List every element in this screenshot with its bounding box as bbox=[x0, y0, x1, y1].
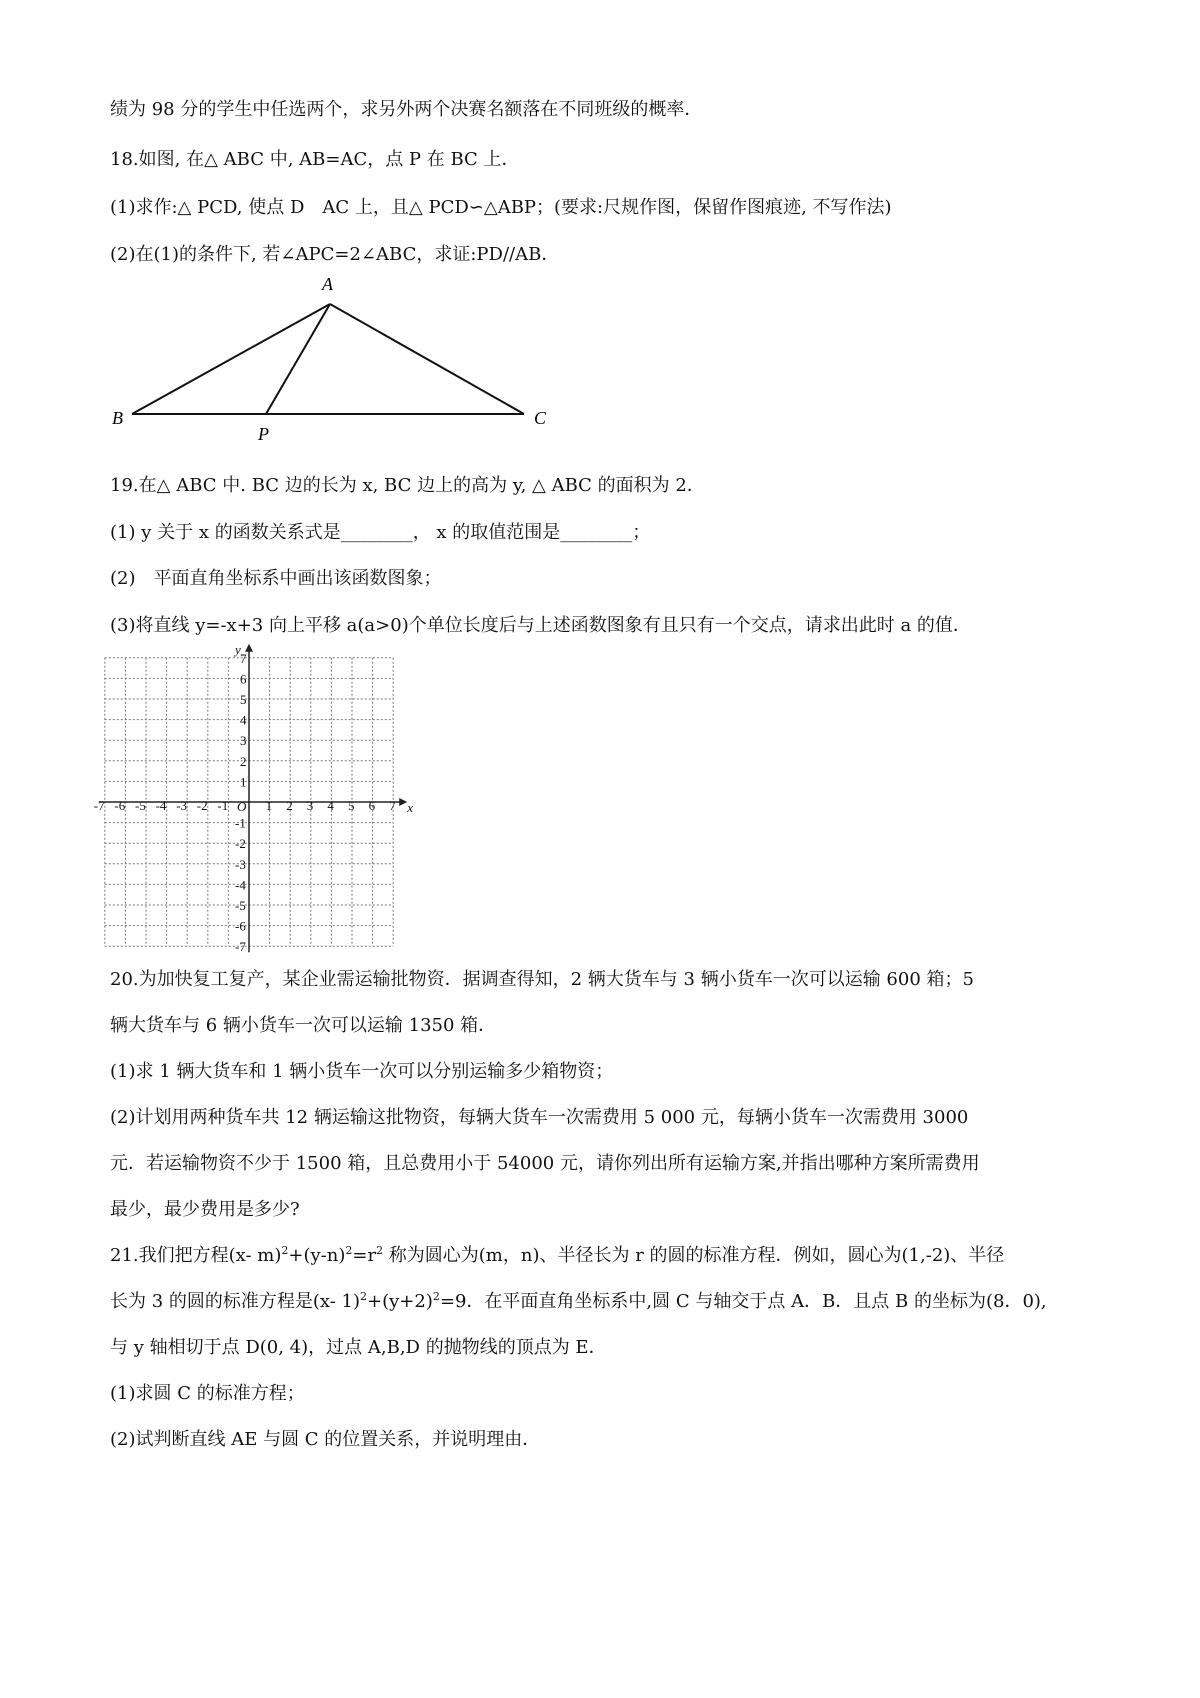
question-19-part-2: (2) 平面直角坐标系中画出该函数图象； bbox=[110, 568, 442, 589]
question-20-part-1: (1)求 1 辆大货车和 1 辆小货车一次可以分别运输多少箱物资； bbox=[110, 1061, 614, 1082]
question-19-part-1: (1) y 关于 x 的函数关系式是________， x 的取值范围是________； bbox=[110, 522, 651, 543]
y-tick-label: 6 bbox=[240, 671, 247, 687]
x-tick-label: 1 bbox=[265, 798, 273, 813]
question-20-stem: 20.为加快复工复产，某企业需运输批物资．据调查得知，2 辆大货车与 3 辆小货车一次可以运输 600 箱；5 bbox=[110, 969, 974, 990]
y-tick-label: 7 bbox=[240, 650, 247, 666]
x-tick-label: -5 bbox=[135, 798, 146, 813]
question-20-part-2-end: 最少，最少费用是多少? bbox=[110, 1199, 300, 1220]
label-c: C bbox=[534, 408, 547, 428]
y-tick-label: -4 bbox=[235, 877, 246, 893]
question-19-stem: 19.在△ ABC 中. BC 边的长为 x, BC 边上的高为 y, △ ABC 的面积为 2． bbox=[110, 475, 705, 496]
x-tick-label: -3 bbox=[176, 798, 188, 813]
y-tick-label: 2 bbox=[240, 753, 247, 769]
text-line-1: 绩为 98 分的学生中任选两个，求另外两个决赛名额落在不同班级的概率． bbox=[110, 99, 703, 120]
x-tick-label: -1 bbox=[217, 798, 229, 813]
question-21-part-1: (1)求圆 C 的标准方程； bbox=[110, 1383, 305, 1404]
question-21-stem-cont: 长为 3 的圆的标准方程是(x- $1)^2+(y+2)^2=9$．在平面直角坐标系中,圆 C 与轴交于点 A．B．且点 B 的坐标为(8．0), bbox=[110, 1290, 1047, 1312]
y-tick-label: 3 bbox=[240, 733, 247, 749]
label-p: P bbox=[258, 424, 269, 444]
origin-label: O bbox=[237, 799, 247, 814]
y-tick-label: -2 bbox=[235, 836, 246, 852]
segment-ap bbox=[266, 304, 330, 414]
x-tick-label: -2 bbox=[196, 798, 208, 813]
question-20-stem-cont: 辆大货车与 6 辆小货车一次可以运输 1350 箱． bbox=[110, 1015, 497, 1036]
y-tick-label: 1 bbox=[240, 774, 247, 790]
coordinate-grid bbox=[90, 630, 430, 960]
x-tick-label: -4 bbox=[155, 798, 167, 813]
question-21-part-2: (2)试判断直线 AE 与圆 C 的位置关系，并说明理由． bbox=[110, 1429, 541, 1450]
y-tick-label: 5 bbox=[240, 692, 247, 707]
question-21-stem-end: 与 y 轴相切于点 D(0, 4)，过点 A,B,D 的抛物线的顶点为 E． bbox=[110, 1337, 607, 1358]
question-21-stem: 21.我们把方程(x- $m)^2+(y-n)^2=r^2$ 称为圆心为(m，n)、半径长为 r 的圆的标准方程．例如，圆心为(1,-2)、半径 bbox=[110, 1244, 1005, 1266]
y-axis-label: y bbox=[235, 641, 241, 657]
y-tick-label: -6 bbox=[235, 918, 246, 934]
side-ac bbox=[330, 304, 524, 414]
triangle-figure bbox=[100, 270, 580, 470]
y-tick-label: -1 bbox=[235, 815, 246, 831]
x-tick-label: 3 bbox=[306, 798, 314, 813]
x-axis-label: x bbox=[407, 800, 413, 815]
question-18-part-1: (1)求作:△ PCD, 使点 D AC 上，且△ PCD∽△ABP；(要求:尺规作图，保留作图痕迹, 不写作法) bbox=[110, 197, 892, 218]
y-tick-label: 4 bbox=[240, 712, 247, 728]
x-tick-label: -7 bbox=[93, 798, 105, 813]
y-tick-label: -3 bbox=[235, 856, 246, 872]
x-tick-label: 4 bbox=[327, 798, 334, 813]
x-axis-arrow bbox=[399, 798, 407, 806]
x-tick-label: 5 bbox=[348, 798, 355, 813]
question-18-part-2: (2)在(1)的条件下, 若∠APC=2∠ABC，求证:PD//AB． bbox=[110, 244, 560, 265]
side-ab bbox=[132, 304, 330, 414]
x-tick-label: -6 bbox=[114, 798, 126, 813]
x-tick-label: 2 bbox=[286, 798, 293, 813]
y-tick-label: -5 bbox=[235, 898, 246, 913]
question-18-stem: 18.如图, 在△ ABC 中, AB=AC，点 P 在 BC 上． bbox=[110, 149, 520, 170]
question-20-part-2-cont: 元．若运输物资不少于 1500 箱，且总费用小于 54000 元，请你列出所有运输方案,并指出哪种方案所需费用 bbox=[110, 1153, 980, 1174]
x-tick-label: 7 bbox=[389, 798, 396, 813]
question-20-part-2: (2)计划用两种货车共 12 辆运输这批物资，每辆大货车一次需费用 5 000 元，每辆小货车一次需费用 3000 bbox=[110, 1107, 969, 1128]
y-tick-label: -7 bbox=[235, 939, 246, 955]
question-19-part-3: (3)将直线 y=-x+3 向上平移 a(a>0)个单位长度后与上述函数图象有且只有一个交点，请求出此时 a 的值． bbox=[110, 615, 971, 636]
label-b: B bbox=[112, 408, 123, 428]
label-a: A bbox=[322, 274, 333, 294]
x-tick-label: 6 bbox=[368, 798, 376, 813]
